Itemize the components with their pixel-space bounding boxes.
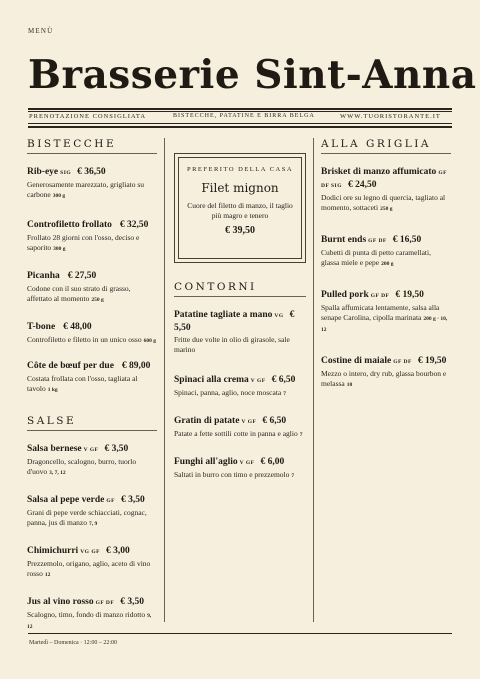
menu-item-desc-text: Spinaci, panna, aglio, noce moscata <box>174 388 282 397</box>
griglia-list <box>321 166 451 390</box>
menu-item-desc <box>174 470 306 481</box>
menu-item-line <box>174 374 306 387</box>
header-rule <box>28 126 452 128</box>
menu-item-allergens: 200 g <box>381 261 394 267</box>
menu-item-price: € 3,50 <box>104 444 129 454</box>
column-divider <box>313 138 314 622</box>
menu-item <box>27 545 157 580</box>
menu-item-desc <box>27 335 157 346</box>
menu-item-desc-text: Mezzo o intero, dry rub, glassa bourbon e melassa <box>321 369 447 388</box>
menu-item-name: Burnt ends <box>321 235 367 245</box>
menu-item-desc <box>174 388 306 399</box>
menu-item-desc-text: Cubetti di punta di petto caramellati, glassa miele e pepe <box>321 248 431 267</box>
house-special-price: € 39,50 <box>225 225 255 236</box>
menu-item-diet: SIG <box>60 170 72 176</box>
menu-item-line <box>27 360 157 373</box>
menu-item-desc-text: Frollato 28 giorni con l'osso, deciso e saporito <box>27 233 140 252</box>
menu-item-desc <box>27 457 157 478</box>
menu-item-line <box>27 494 157 507</box>
menu-item-price: € 24,50 <box>347 180 377 190</box>
menu-item-diet: GF DF <box>368 238 387 244</box>
menu-item <box>27 321 157 346</box>
menu-item-desc <box>27 374 157 395</box>
section-title-contorni: CONTORNI <box>174 281 306 297</box>
menu-item-allergens: 3, 7, 12 <box>49 470 66 476</box>
salse-list <box>27 443 157 632</box>
menu-item-name: Jus al vino rosso <box>27 597 94 607</box>
menu-item-desc <box>27 559 157 580</box>
menu-item-name: Côte de bœuf per due <box>27 361 114 371</box>
cuisine-tag: BISTECCHE, PATATINE E BIRRA BELGA <box>173 113 315 119</box>
menu-item <box>27 219 157 254</box>
column-left <box>27 138 157 632</box>
menu-item-desc-text: Patate a fette sottili cotte in panna e aglio <box>174 429 298 438</box>
opening-hours: Martedì – Domenica · 12:00 – 22:00 <box>29 640 117 646</box>
menu-item-diet: GF <box>106 498 115 504</box>
menu-item-allergens: 7 <box>283 391 287 397</box>
menu-item-price: € 36,50 <box>77 167 106 177</box>
menu-item-allergens: 10 <box>346 382 353 388</box>
menu-item-diet: V GF <box>250 378 266 384</box>
menu-item <box>321 234 451 269</box>
column-divider <box>164 138 165 622</box>
menu-item-allergens: 1 kg <box>47 387 58 393</box>
menu-item-diet: V GF <box>83 447 99 453</box>
menu-item-line <box>174 456 306 469</box>
menu-item-desc-text: Generosamente marezzato, grigliato su carbone <box>27 180 145 199</box>
menu-item-name: Costine di maiale <box>321 356 392 366</box>
menu-item-price: € 16,50 <box>392 235 422 245</box>
menu-item-desc-text: Spalla affumicata lentamente, salsa alla senape Carolina, cipolla marinata <box>321 303 440 322</box>
menu-item-desc-text: Prezzemolo, origano, aglio, aceto di vino rosso <box>27 559 151 578</box>
menu-item <box>321 166 451 214</box>
menu-item-desc-text: Dodici ore su legno di quercia, tagliato al momento, sottaceti <box>321 193 446 212</box>
menu-item <box>27 443 157 478</box>
menu-item-line <box>27 270 157 283</box>
menu-item-price: € 89,00 <box>121 361 151 371</box>
menu-item <box>27 270 157 305</box>
menu-item-line <box>27 443 157 456</box>
column-right <box>321 138 451 390</box>
menu-item-desc <box>321 193 451 214</box>
menu-item-allergens: 250 g <box>380 206 393 212</box>
menu-item-allergens: 9, 12 <box>27 613 152 630</box>
menu-item <box>174 309 306 356</box>
menu-item-name: Controfiletto frollato <box>27 220 112 230</box>
menu-item <box>174 374 306 399</box>
header-rule <box>28 123 452 124</box>
menu-item <box>27 494 157 529</box>
reservation-tag: PRENOTAZIONE CONSIGLIATA <box>29 113 147 120</box>
menu-item-allergens: 200 g · 10, 12 <box>321 316 448 333</box>
menu-item-price: € 19,50 <box>395 290 424 300</box>
menu-item <box>27 166 157 201</box>
bistecche-list <box>27 166 157 395</box>
menu-item-line <box>27 545 157 558</box>
menu-item-name: Patatine tagliate a mano <box>174 310 273 320</box>
menu-item-desc <box>321 248 451 269</box>
restaurant-title: Brasserie Sint-Anna <box>28 52 477 98</box>
menu-item-line <box>174 415 306 428</box>
menu-item-name: Brisket di manzo affumicato <box>321 167 437 177</box>
house-special-heading: PREFERITO DELLA CASA <box>186 166 294 173</box>
website-link[interactable]: WWW.TUORISTORANTE.IT <box>340 113 441 120</box>
menu-item-line <box>321 234 451 247</box>
menu-item-diet: V GF <box>241 419 257 425</box>
house-special-desc: Cuore del filetto di manzo, il taglio più magro e tenero <box>187 201 293 220</box>
menu-item <box>27 596 157 632</box>
menu-item-name: Salsa al pepe verde <box>27 495 105 505</box>
menu-item-price: € 6,00 <box>260 457 285 467</box>
menu-item-name: Spinaci alla crema <box>174 375 249 385</box>
menu-item-price: € 6,50 <box>262 416 287 426</box>
menu-item-diet: VG GF <box>80 549 100 555</box>
menu-item-price: € 19,50 <box>417 356 447 366</box>
menu-item-line <box>27 219 157 232</box>
menu-item-desc-text: Controfiletto e filetto in un unico osso <box>27 335 142 344</box>
menu-item-diet: GF DF SIG <box>321 170 447 189</box>
menu-item-price: € 48,00 <box>63 322 92 332</box>
menu-item-diet: GF DF <box>95 600 115 606</box>
menu-item-diet: GF DF <box>370 293 390 299</box>
section-title-salse: SALSE <box>27 415 157 431</box>
menu-item-desc-text: Codone con il suo strato di grasso, affettato al momento <box>27 284 131 303</box>
header-rule <box>28 108 452 110</box>
menu-item-allergens: 600 g <box>143 338 156 344</box>
menu-item-diet: GF DF <box>393 359 412 365</box>
menu-item-name: Gratin di patate <box>174 416 240 426</box>
menu-item-allergens: 250 g <box>91 297 104 303</box>
menu-item-price: € 3,50 <box>120 597 144 607</box>
house-special-dish: Filet mignon <box>201 181 279 195</box>
menu-item-price: € 6,50 <box>271 375 296 385</box>
menu-item-desc <box>27 233 157 254</box>
menu-item-desc <box>27 284 157 305</box>
menu-label: MENÙ <box>28 27 54 35</box>
section-title-griglia: ALLA GRIGLIA <box>321 138 451 154</box>
menu-item-name: Chimichurri <box>27 546 79 556</box>
menu-item-allergens: 300 g <box>52 193 66 199</box>
menu-item-desc <box>321 369 451 390</box>
house-special-frame <box>178 157 302 259</box>
section-title-bistecche: BISTECCHE <box>27 138 157 154</box>
menu-item-desc <box>321 303 451 335</box>
menu-item-line <box>27 321 157 334</box>
menu-item-name: Rib-eye <box>27 167 59 177</box>
menu-item-name: Pulled pork <box>321 290 369 300</box>
menu-item-diet: V GF <box>239 460 255 466</box>
menu-item-line <box>27 166 157 179</box>
column-middle <box>174 281 306 481</box>
menu-item-line <box>321 355 451 368</box>
menu-item-desc-text: Scalogno, timo, fondo di manzo ridotto <box>27 610 146 619</box>
menu-item-name: Salsa bernese <box>27 444 82 454</box>
menu-item-allergens: 7 <box>299 432 303 438</box>
menu-item-diet: VG <box>274 313 284 319</box>
menu-item-line <box>321 166 451 192</box>
menu-item-allergens: 300 g <box>53 246 66 252</box>
footer-rule <box>28 633 452 634</box>
menu-item-name: Funghi all'aglio <box>174 457 238 467</box>
menu-item <box>27 360 157 395</box>
menu-item-desc-text: Dragoncello, scalogno, burro, tuorlo d'uovo <box>27 457 137 476</box>
menu-item-price: € 27,50 <box>67 271 97 281</box>
menu-item-line <box>321 289 451 302</box>
menu-item-name: T-bone <box>27 322 56 332</box>
menu-item-desc-text: Costata frollata con l'osso, tagliata al tavolo <box>27 374 138 393</box>
menu-item-name: Picanha <box>27 271 60 281</box>
menu-item-line <box>27 596 157 609</box>
menu-item-desc <box>27 180 157 201</box>
menu-item-desc-text: Fritte due volte in olio di girasole, sale marino <box>174 335 290 354</box>
menu-item-allergens: 12 <box>44 572 51 578</box>
menu-item-desc <box>27 610 157 632</box>
menu-item-desc <box>174 335 306 356</box>
menu-item-line <box>174 309 306 334</box>
house-special-box <box>174 153 306 263</box>
menu-item-desc <box>174 429 306 440</box>
menu-item-price: € 3,50 <box>120 495 145 505</box>
header-rule <box>28 111 452 112</box>
menu-item <box>174 415 306 440</box>
menu-item-allergens: 7 <box>291 473 295 479</box>
menu-item-desc-text: Grani di pepe verde schiacciati, cognac, panna, jus di manzo <box>27 508 147 527</box>
menu-item-desc <box>27 508 157 529</box>
menu-item-price: € 32,50 <box>119 220 149 230</box>
menu-item <box>321 355 451 390</box>
menu-item-allergens: 7, 9 <box>89 521 98 527</box>
menu-item-price: € 3,00 <box>105 546 130 556</box>
menu-item <box>321 289 451 335</box>
menu-item <box>174 456 306 481</box>
menu-item-desc-text: Saltati in burro con timo e prezzemolo <box>174 470 290 479</box>
contorni-list <box>174 309 306 481</box>
menu-item-price: € 5,50 <box>174 310 295 333</box>
